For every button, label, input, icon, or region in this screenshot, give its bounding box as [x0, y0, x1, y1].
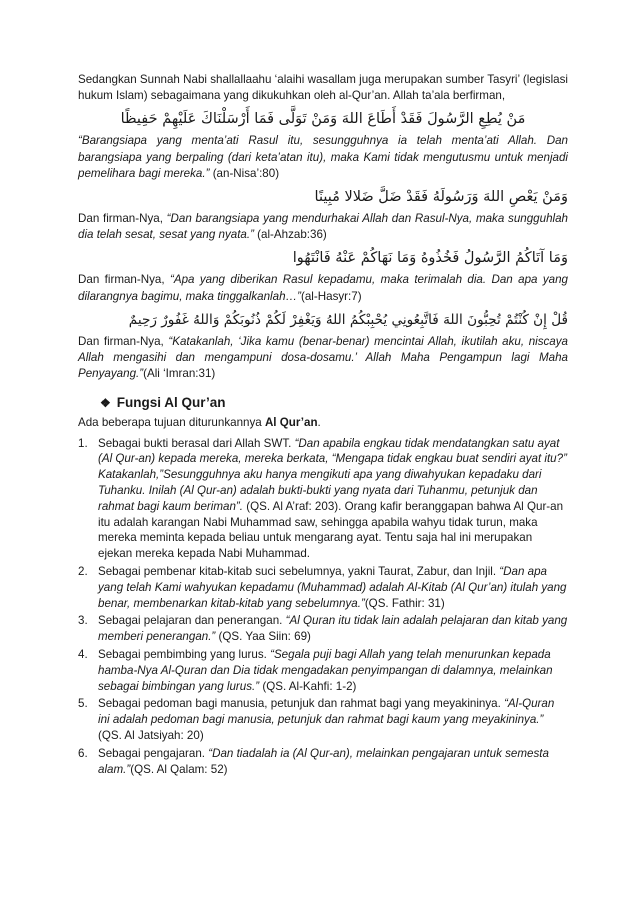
list-item-quote: “Dan tiadalah ia (Al Qur-an), melainkan pengajaran untuk semesta alam.”	[98, 746, 549, 776]
section-intro-bold: Al Qur’an	[264, 416, 318, 430]
arabic-verse-an-nisa: مَنْ يُطِعِ الرَّسُولَ فَقَدْ أَطَاعَ اللهَ وَمَنْ تَوَلَّى فَمَا أَرْسَلْنَاكَ عَلَيْهِمْ حَفِيظًا	[120, 111, 526, 128]
arabic-verse-ali-imran: قُلْ إِنْ كُنْتُمْ تُحِبُّونَ اللهَ فَاتَّبِعُونِي يُحْبِبْكُمُ اللهُ وَيَغْفِرْ لَكُمْ ذُنُوبَكُمْ وَاللهُ غَفُورٌ رَحِيمٌ	[128, 311, 568, 328]
quote-prefix: Dan firman-Nya,	[78, 334, 169, 348]
page-content	[78, 72, 568, 779]
list-item-quote: “Al-Quran ini adalah pedoman bagi manusia, petunjuk dan rahmat bagi kaum yang meyakininya.”	[98, 697, 555, 727]
list-item-quote: “Al Quran itu tidak lain adalah pelajaran dan kitab yang memberi penerangan.”	[98, 614, 568, 644]
translation-al-hasyr	[78, 272, 568, 304]
list-item-text: Sebagai pembenar kitab-kitab suci sebelumnya, yakni Taurat, Zabur, dan Injil.	[98, 565, 500, 579]
quote-prefix: Dan firman-Nya,	[78, 273, 170, 287]
quote-reference: (al-Ahzab:36)	[253, 228, 327, 242]
list-item-number: 5.	[78, 697, 88, 711]
list-item	[78, 647, 568, 694]
function-list	[78, 436, 568, 778]
list-item-text: Sebagai pembimbing yang lurus.	[98, 648, 271, 661]
list-item-reference: (QS. Al Jatsiyah: 20)	[98, 728, 204, 742]
quote-text: “Apa yang diberikan Rasul kepadamu, maka terimalah dia. Dan apa yang dilarangnya bagimu, maka tinggalkanlah…”	[78, 273, 569, 303]
list-item-reference: (QS. Yaa Siin: 69)	[215, 630, 311, 644]
quote-text: “Barangsiapa yang menta’ati Rasul itu, sesungguhnya ia telah menta’ati Allah. Dan barangsiapa yang berpaling (dari keta’atan itu), maka Kami tidak mengutusmu untuk menjadi pemelihara bagi mereka.”	[78, 134, 568, 180]
section-intro-text: Ada beberapa tujuan diturunkannya	[78, 416, 265, 430]
list-item-number: 2.	[78, 565, 88, 579]
list-item-quote: “Dan apa yang telah Kami wahyukan kepadamu (Muhammad) adalah Al-Kitab (Al Qur’an) itulah yang benar, membenarkan kitab-kitab yang sebelumnya.”	[98, 565, 567, 610]
diamond-bullet-icon: ❖	[100, 396, 111, 411]
section-intro-end: .	[317, 416, 321, 430]
quote-prefix: Dan firman-Nya,	[78, 212, 167, 226]
list-item-reference: (QS. Al Qalam: 52)	[130, 762, 228, 776]
quote-reference: (an-Nisa’:80)	[209, 166, 280, 180]
list-item	[78, 564, 568, 611]
list-item-quote: “Segala puji bagi Allah yang telah menurunkan kepada hamba-Nya Al-Quran dan Dia tidak mengadakan penyimpangan di dalamnya, melainkan sebagai bimbingan yang lurus.”	[98, 648, 553, 693]
section-heading	[78, 394, 568, 412]
list-item-text: Sebagai pelajaran dan penerangan.	[98, 614, 286, 628]
translation-al-ahzab	[78, 211, 568, 243]
translation-an-nisa	[78, 133, 568, 182]
intro-paragraph: Sedangkan Sunnah Nabi shallallaahu ‘alaihi wasallam juga merupakan sumber Tasyri’ (legislasi hukum Islam) sebagaimana yang dikukuhkan oleh al-Qur’an. Allah ta’ala berfirman,	[78, 73, 568, 103]
list-item-number: 4.	[78, 648, 88, 661]
list-item-reference: (QS. Al-Kahfi: 1-2)	[259, 679, 357, 693]
list-item-text: Sebagai bukti berasal dari Allah SWT.	[98, 436, 295, 450]
arabic-verse-al-ahzab: وَمَنْ يَعْصِ اللهَ وَرَسُولَهُ فَقَدْ ضَلَّ ضَلالا مُبِينًا	[314, 189, 568, 206]
list-item	[78, 746, 568, 778]
quote-text: “Dan barangsiapa yang mendurhakai Allah dan Rasul-Nya, maka sungguhlah dia telah sesat, sesat yang nyata.”	[78, 212, 568, 242]
arabic-verse-al-hasyr: وَمَا آتَاكُمُ الرَّسُولُ فَخُذُوهُ وَمَا نَهَاكُمْ عَنْهُ فَانْتَهُوا	[292, 250, 568, 267]
section-intro	[78, 415, 568, 431]
list-item	[78, 613, 568, 645]
section-heading-title: Fungsi Al Qur’an	[116, 395, 226, 411]
list-item-text: Sebagai pengajaran.	[98, 746, 209, 760]
quote-reference: (Ali ‘Imran:31)	[143, 367, 216, 381]
list-item-number: 3.	[78, 614, 88, 628]
list-item-reference: (QS. Al A’raf: 203). Orang kafir beranggapan bahwa Al Qur-an itu adalah karangan Nabi Muhammad saw, sehingga apabila wahyu tidak turun, maka mereka meminta kepada beliau untuk mengarang ayat. Tentu saja hal ini merupakan ejekan mereka kepada Nabi Muhammad.	[98, 499, 564, 561]
quote-reference: (al-Hasyr:7)	[301, 289, 362, 303]
list-item-number: 1.	[78, 436, 88, 450]
list-item-reference: (QS. Fathir: 31)	[364, 596, 445, 610]
quote-text: “Katakanlah, ‘Jika kamu (benar-benar) mencintai Allah, ikutilah aku, niscaya Allah mengasihi dan mengampuni dosa-dosamu.’ Allah Maha Pengampun lagi Maha Penyayang.”	[78, 334, 569, 381]
list-item	[78, 696, 568, 743]
list-item-text: Sebagai pedoman bagi manusia, petunjuk dan rahmat bagi yang meyakininya.	[98, 697, 505, 711]
translation-ali-imran	[78, 334, 568, 383]
list-item-quote: “Dan apabila engkau tidak mendatangkan satu ayat (Al Qur-an) kepada mereka, mereka berkata, “Mengapa tidak engkau buat sendiri ayat itu?” Katakanlah,”Sesungguhnya aku hanya mengikuti apa yang diwahyukan kepadaku dari Tuhanku. Inilah (Al Qur-an) adalah bukti-bukti yang nyata dari Tuhanmu, petunjuk dan rahmat bagi kaum beriman”.	[98, 436, 567, 513]
list-item	[78, 436, 568, 562]
list-item-number: 6.	[78, 746, 88, 760]
